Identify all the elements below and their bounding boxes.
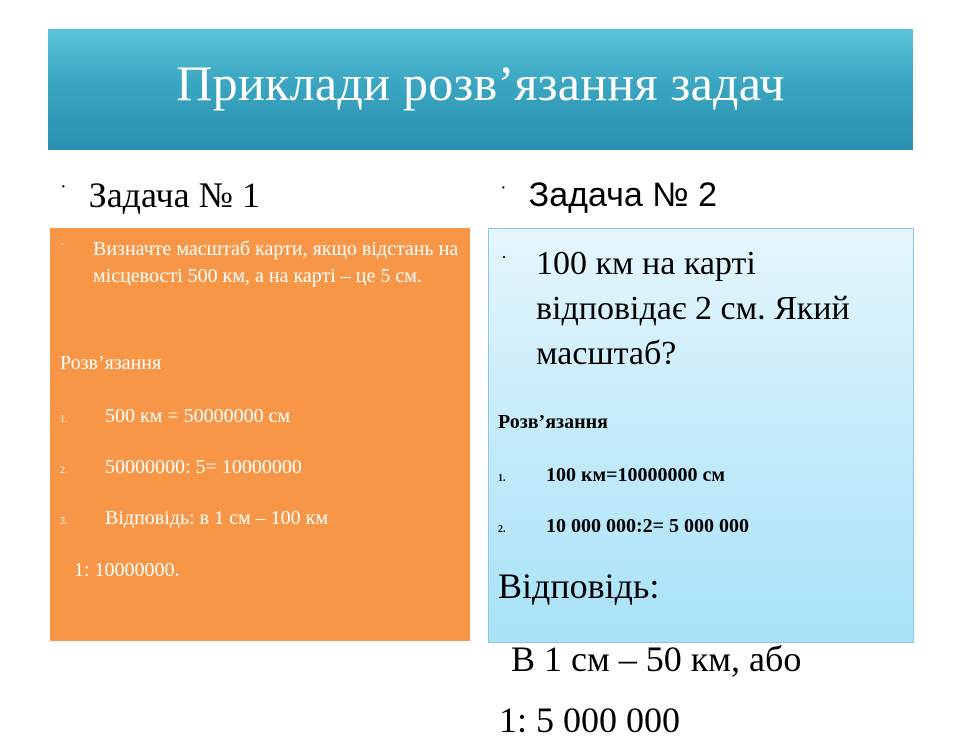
task2-step: [498, 515, 749, 538]
task1-box: [50, 228, 470, 641]
task2-box: [488, 228, 914, 643]
bullet-icon: ·: [500, 175, 507, 198]
task1-solution-label: Розв’язання: [60, 352, 162, 374]
task1-step: [60, 405, 290, 428]
step-number: 2.: [60, 465, 68, 476]
task1-answer: 1: 10000000.: [74, 559, 180, 581]
bullet-icon: ·: [60, 175, 67, 198]
step-text: Відповідь: в 1 см – 100 км: [105, 507, 328, 529]
task2-problem-text: 100 км на карті відповідає 2 см. Який масштаб?: [536, 245, 850, 372]
task2-step: [498, 464, 725, 487]
step-number: 3.: [60, 516, 68, 527]
task1-step: [60, 456, 302, 479]
step-number: 1.: [498, 473, 506, 484]
task1-step: [60, 507, 328, 530]
step-text: 10 000 000:2= 5 000 000: [546, 515, 750, 537]
task2-heading-label: Задача № 2: [528, 175, 718, 214]
step-text: 50000000: 5= 10000000: [105, 456, 302, 478]
step-number: 1.: [60, 414, 68, 425]
step-text: 100 км=10000000 см: [546, 464, 726, 486]
task2-answer-label: Відповідь:: [498, 566, 660, 606]
task1-heading: [60, 170, 260, 220]
task2-solution-label: Розв’язання: [498, 411, 608, 433]
slide-title: Приклади розв’язання задач: [176, 54, 785, 111]
step-number: 2.: [498, 524, 506, 535]
task1-problem: [60, 236, 460, 290]
task1-problem-text: Визначте масштаб карти, якщо відстань на місцевості 500 км, а на карті – це 5 см.: [93, 238, 459, 287]
title-bar: [48, 29, 913, 150]
bullet-icon: ·: [501, 247, 507, 267]
task1-heading-label: Задача № 1: [88, 175, 260, 215]
task2-heading: [500, 170, 717, 220]
task2-answer-line1: В 1 см – 50 км, або: [511, 639, 802, 679]
task2-answer-line2: 1: 5 000 000: [499, 700, 681, 740]
task2-problem: [501, 241, 901, 376]
bullet-icon: ·: [60, 238, 65, 253]
step-text: 500 км = 50000000 см: [105, 405, 291, 427]
